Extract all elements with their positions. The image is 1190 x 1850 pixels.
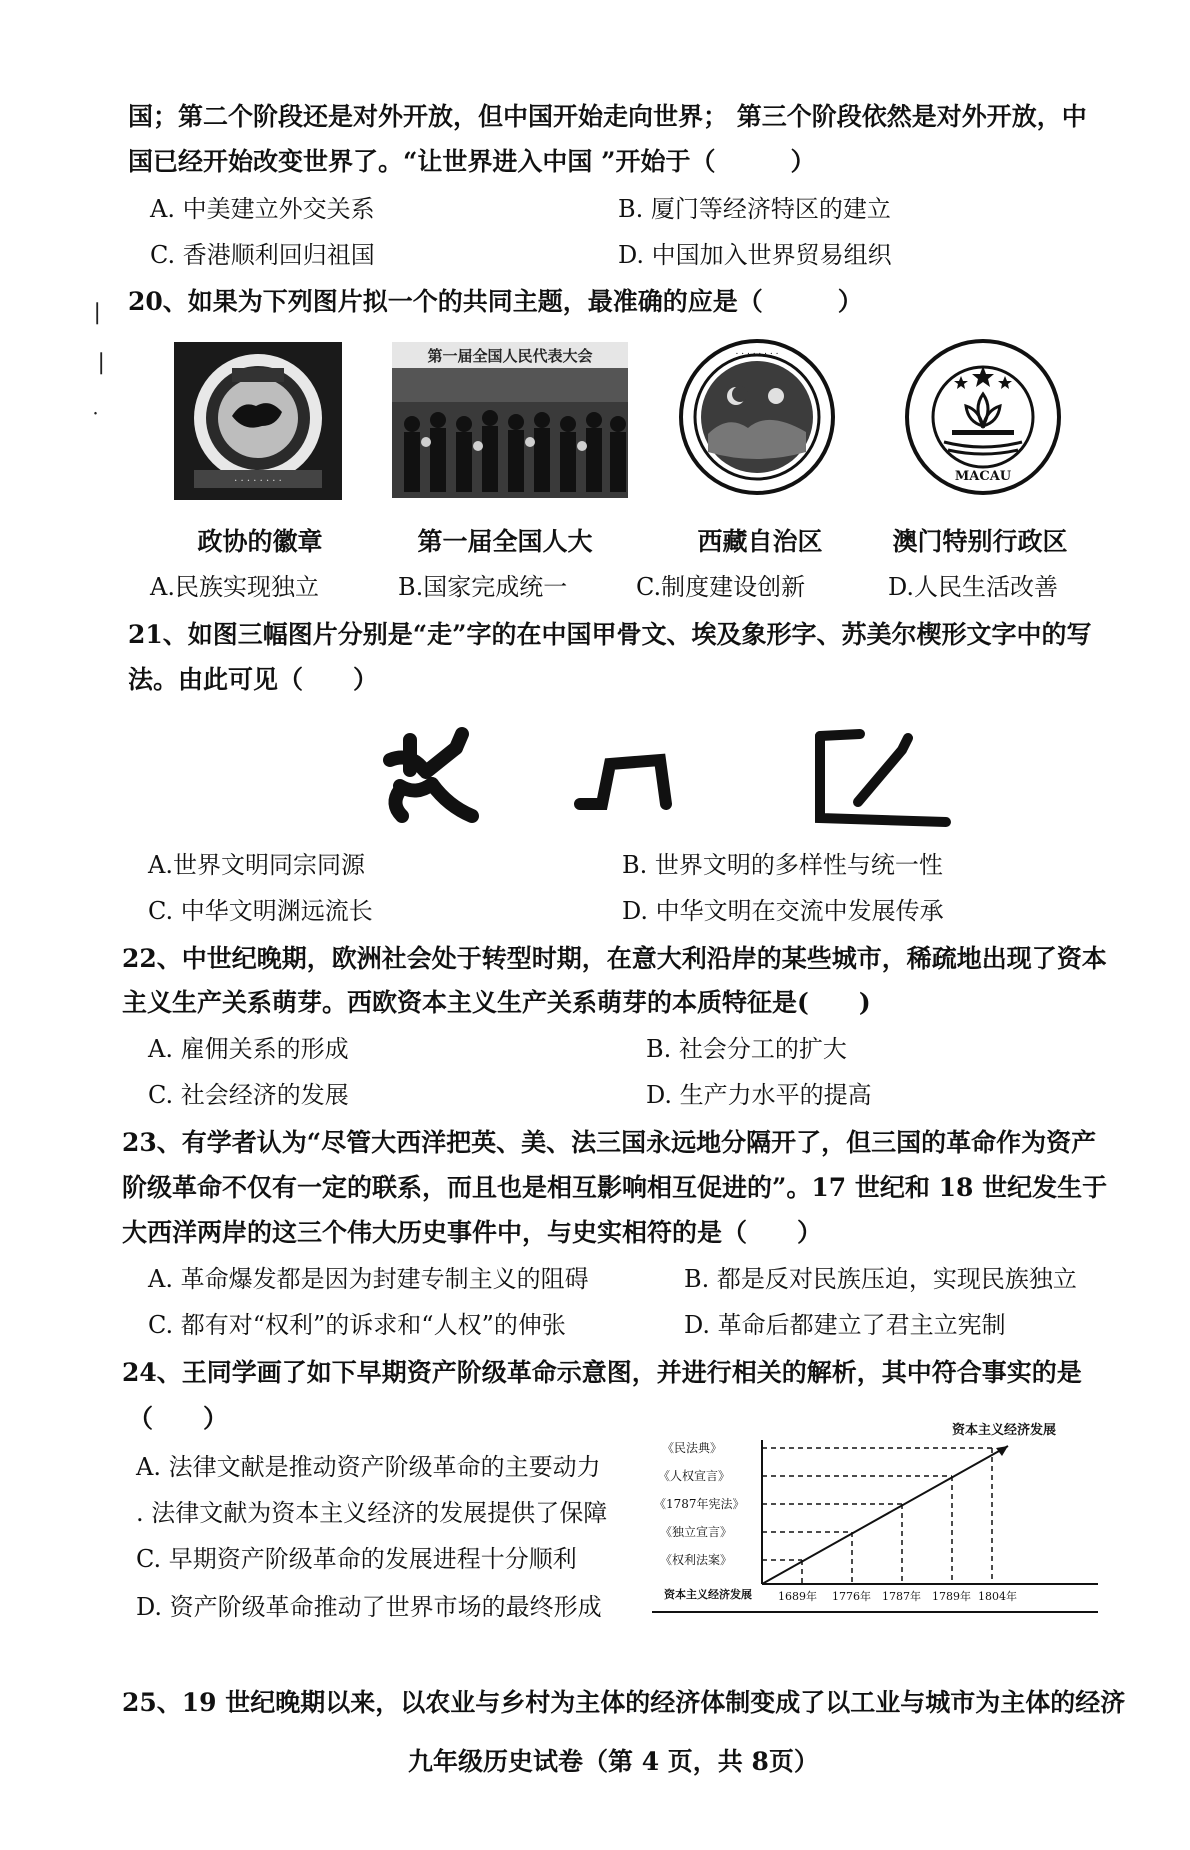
sumerian-cuneiform-zou: [820, 734, 946, 822]
q19-option-c: C. 香港顺利回归祖国: [150, 241, 375, 269]
q24-option-c: C. 早期资产阶级革命的发展进程十分顺利: [136, 1545, 577, 1573]
caption-macau: 澳门特别行政区: [892, 527, 1068, 556]
diagram-bottom-label: 资本主义经济发展: [664, 1588, 752, 1601]
q24-schematic-diagram: [652, 1418, 1102, 1618]
q22-option-b: B. 社会分工的扩大: [646, 1035, 847, 1063]
q19-option-d: D. 中国加入世界贸易组织: [618, 241, 892, 269]
q22-option-d: D. 生产力水平的提高: [646, 1081, 872, 1109]
q22-stem-line-2: 主义生产关系萌芽。西欧资本主义生产关系萌芽的本质特征是( ): [122, 988, 871, 1017]
q21-option-c: C. 中华文明渊远流长: [148, 897, 373, 925]
q20-option-c: C.制度建设创新: [636, 573, 806, 601]
diagram-doc-label: 《权利法案》: [660, 1553, 733, 1567]
q24-option-b: . 法律文献为资本主义经济的发展提供了保障: [136, 1499, 608, 1527]
caption-first-npc: 第一届全国人大: [417, 527, 593, 556]
q23-option-b: B. 都是反对民族压迫，实现民族独立: [684, 1265, 1077, 1293]
q23-option-c: C. 都有对“权利”的诉求和“人权”的伸张: [148, 1311, 566, 1339]
diagram-year-label: 1776年: [832, 1590, 871, 1603]
q21-stem-line-1: 21、如图三幅图片分别是“走”字的在中国甲骨文、埃及象形字、苏美尔楔形文字中的写: [128, 620, 1092, 649]
macau-emblem-image: [904, 338, 1062, 496]
q21-option-b: B. 世界文明的多样性与统一性: [622, 851, 943, 879]
q22-option-c: C. 社会经济的发展: [148, 1081, 349, 1109]
q20-option-b: B.国家完成统一: [398, 573, 568, 601]
q21-stem-line-2: 法。由此可见（ ）: [128, 665, 379, 694]
q19-stem-line-2: 国已经开始改变世界了。“让世界进入中国 ”开始于（ ）: [128, 147, 816, 176]
q23-option-d: D. 革命后都建立了君主立宪制: [684, 1311, 1006, 1339]
svg-text:· · · · · · · ·: · · · · · · · ·: [234, 476, 282, 487]
q25-stem-line-1: 25、19 世纪晚期以来，以农业与乡村为主体的经济体制变成了以工业与城市为主体的经济: [122, 1688, 1126, 1717]
caption-tibet: 西藏自治区: [697, 527, 823, 556]
cppcc-emblem-image: [174, 342, 342, 500]
diagram-year-label: 1787年: [882, 1590, 921, 1603]
first-npc-photo: [392, 342, 628, 498]
egyptian-hieroglyph-zou: [580, 760, 666, 804]
q23-stem-line-2: 阶级革命不仅有一定的联系，而且也是相互影响相互促进的”。17 世纪和 18 世纪发生于: [122, 1173, 1108, 1202]
q22-option-a: A. 雇佣关系的形成: [148, 1035, 349, 1063]
diagram-year-label: 1789年: [932, 1590, 971, 1603]
q23-option-a: A. 革命爆发都是因为封建专制主义的阻碍: [148, 1265, 589, 1293]
diagram-trend-line: [762, 1446, 1008, 1584]
q24-option-d: D. 资产阶级革命推动了世界市场的最终形成: [136, 1593, 602, 1621]
q23-stem-line-3: 大西洋两岸的这三个伟大历史事件中，与史实相符的是（ ）: [122, 1218, 823, 1247]
q19-option-a: A. 中美建立外交关系: [150, 195, 375, 223]
q19-option-b: B. 厦门等经济特区的建立: [618, 195, 891, 223]
q20-stem: 20、如果为下列图片拟一个的共同主题，最准确的应是（ ）: [128, 287, 863, 316]
margin-mark: ❘: [88, 300, 107, 325]
page-footer: 九年级历史试卷（第 4 页，共 8页）: [408, 1747, 819, 1776]
margin-mark: ˙: [90, 410, 101, 435]
q21-option-a: A.世界文明同宗同源: [148, 851, 365, 879]
zou-character-scripts: [360, 720, 1000, 840]
q24-stem-line-1: 24、王同学画了如下早期资产阶级革命示意图，并进行相关的解析，其中符合事实的是: [122, 1358, 1082, 1387]
caption-cppcc: 政协的徽章: [197, 527, 323, 556]
diagram-doc-label: 《人权宣言》: [658, 1469, 731, 1483]
macau-text: MACAU: [954, 469, 1012, 484]
q22-stem-line-1: 22、中世纪晚期，欧洲社会处于转型时期，在意大利沿岸的某些城市，稀疏地出现了资本: [122, 944, 1107, 973]
diagram-doc-label: 《1787年宪法》: [654, 1497, 745, 1511]
q19-stem-line-1: 国；第二个阶段还是对外开放，但中国开始走向世界； 第三个阶段依然是对外开放，中: [128, 102, 1087, 131]
q24-stem-line-2: （ ）: [128, 1404, 229, 1433]
tibet-emblem-image: [678, 338, 836, 496]
q21-option-d: D. 中华文明在交流中发展传承: [622, 897, 944, 925]
npc-banner-text: 第一届全国人民代表大会: [427, 347, 593, 365]
oracle-bone-zou: [390, 734, 472, 816]
q20-option-d: D.人民生活改善: [888, 573, 1059, 601]
q24-option-a: A. 法律文献是推动资产阶级革命的主要动力: [136, 1453, 601, 1481]
margin-mark: ❘: [92, 350, 111, 375]
svg-text:. . . . . . . .: . . . . . . . .: [735, 347, 779, 357]
q20-option-a: A.民族实现独立: [150, 573, 319, 601]
diagram-doc-label: 《独立宣言》: [660, 1525, 733, 1539]
q23-stem-line-1: 23、有学者认为“尽管大西洋把英、美、法三国永远地分隔开了，但三国的革命作为资产: [122, 1128, 1097, 1157]
diagram-doc-label: 《民法典》: [662, 1441, 723, 1455]
diagram-top-label: 资本主义经济发展: [952, 1423, 1057, 1438]
diagram-year-label: 1689年: [778, 1590, 817, 1603]
diagram-year-label: 1804年: [978, 1590, 1017, 1603]
